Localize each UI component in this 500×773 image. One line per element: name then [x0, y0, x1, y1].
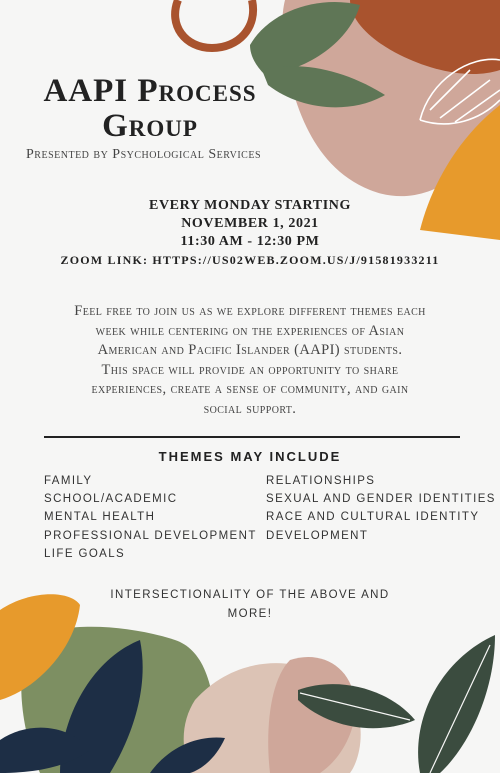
footer-line-2: MORE! — [227, 608, 273, 620]
description — [25, 302, 475, 419]
list-item: SCHOOL/ACADEMIC — [44, 493, 178, 506]
schedule-block — [0, 197, 500, 269]
description-line: experiences, create a sense of community, and gain — [91, 381, 409, 397]
forest-leaf-bottom-right — [418, 635, 495, 773]
list-item: LIFE GOALS — [44, 547, 126, 560]
list-item: DEVELOPMENT — [266, 529, 369, 542]
list-item: PROFESSIONAL DEVELOPMENT — [44, 529, 257, 542]
themes-heading: THEMES MAY INCLUDE — [158, 449, 342, 464]
description-line: This space will provide an opportunity to share — [101, 361, 399, 378]
divider — [44, 436, 460, 438]
title-line-2: Group — [102, 108, 198, 144]
schedule-line-1: EVERY MONDAY STARTING — [149, 198, 351, 213]
list-item: SEXUAL AND GENDER IDENTITIES — [266, 493, 496, 506]
list-item: MENTAL HEALTH — [44, 511, 156, 524]
title-line-1: AAPI Process — [43, 73, 257, 109]
footer-note — [100, 586, 400, 624]
description-line: social support. — [203, 400, 297, 417]
list-item: FAMILY — [44, 475, 93, 487]
themes-right-list — [266, 472, 496, 545]
footer-line-1: INTERSECTIONALITY OF THE ABOVE AND — [110, 589, 390, 601]
description-line: week while centering on the experiences of Asian — [95, 322, 405, 339]
themes-left-list — [44, 472, 257, 563]
zoom-link[interactable]: ZOOM LINK: HTTPS://US02WEB.ZOOM.US/J/91581933211 — [60, 253, 440, 267]
page-title — [10, 74, 290, 144]
schedule-line-3: 11:30 AM - 12:30 PM — [180, 234, 320, 249]
description-line: Feel free to join us as we explore different themes each — [74, 303, 426, 319]
list-item: RACE AND CULTURAL IDENTITY — [266, 511, 480, 524]
list-item: RELATIONSHIPS — [266, 475, 376, 487]
schedule-line-2: NOVEMBER 1, 2021 — [181, 216, 319, 231]
rust-ring-top — [175, 0, 253, 48]
subtitle: Presented by Psychological Services — [26, 147, 262, 162]
description-line: American and Pacific Islander (AAPI) students. — [97, 342, 403, 358]
